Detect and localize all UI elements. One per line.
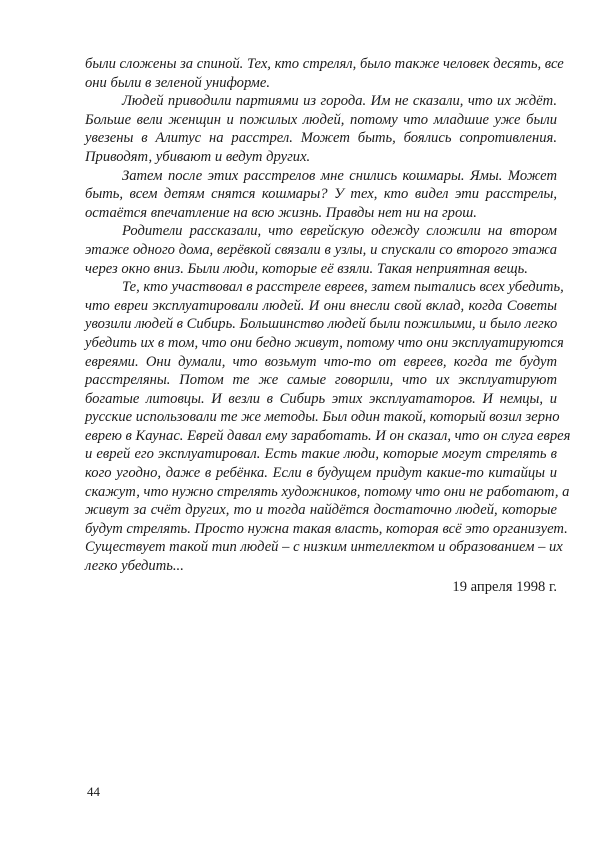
page-number: 44 [87,784,100,799]
paragraph [85,55,564,92]
text-line: Приводят, убивают и ведут других. [85,148,311,165]
text-line: скажут, что нужно стрелять художников, потому что они не работают, а [85,483,570,500]
text-line: расстреляны. Потом те же самые говорили, что их эксплуатируют [85,372,557,389]
text-line: Родители рассказали, что еврейскую одежду сложили на втором [122,223,557,240]
text-line: легко убедить... [85,558,184,575]
text-line: этаже одного дома, верёвкой связали в узлы, и спускали со второго этажа [85,241,557,258]
text-line: убедить их в том, что они бедно живут, потому что они эксплуатируются [85,334,564,351]
text-line: живут за счёт других, то и тогда найдётся достаточно людей, которые [85,502,557,519]
paragraph [85,92,557,166]
date-signature: 19 апреля 1998 г. [452,579,557,595]
text-line: остаётся впечатление на всю жизнь. Правды нет ни на грош. [85,204,477,221]
text-line: они были в зеленой униформе. [85,74,270,91]
text-line: быть, всем детям снятся кошмары? У тех, кто видел эти расстрелы, [85,186,557,203]
paragraph [85,222,557,278]
text-line: Больше вели женщин и пожилых людей, потому что младшие уже были [85,111,557,128]
text-line: еврею в Каунас. Еврей давал ему заработать. И он сказал, что он слуга еврея [85,427,571,444]
paragraph [85,278,571,576]
text-line: через окно вниз. Были люди, которые её взяли. Такая неприятная вещь. [85,260,528,277]
text-line: Существует такой тип людей – с низким интеллектом и образованием – их [85,539,563,556]
text-line: и еврей его эксплуатировал. Есть такие люди, которые могут стрелять в [85,446,557,463]
text-line: что евреи эксплуатировали людей. И они внесли свой вклад, когда Советы [85,297,557,314]
text-line: кого угодно, даже в ребёнка. Если в будущем придут какие-то китайцы и [85,465,557,482]
text-line: увезены в Алитус на расстрел. Может быть, боялись сопротивления. [85,130,557,147]
paragraph [85,167,557,223]
text-line: русские использовали те же методы. Был один такой, который возил зерно [85,409,560,426]
text-line: Затем после этих расстрелов мне снились кошмары. Ямы. Может [122,167,557,184]
text-line: Людей приводили партиями из города. Им не сказали, что их ждёт. [122,93,557,110]
text-line: богатые литовцы. И везли в Сибирь этих эксплуататоров. И немцы, и [85,390,557,407]
text-line: будут стрелять. Просто нужна такая власть, которая всё это организует. [85,520,568,537]
body-text [85,55,571,576]
text-line: евреями. Они думали, что возьмут что-то от евреев, когда те будут [85,353,557,370]
text-line: Те, кто участвовал в расстреле евреев, затем пытались всех убедить, [122,279,564,296]
text-line: были сложены за спиной. Тех, кто стрелял, было также человек десять, все [85,56,564,72]
text-line: увозили людей в Сибирь. Большинство людей были пожилыми, и было легко [85,316,558,333]
